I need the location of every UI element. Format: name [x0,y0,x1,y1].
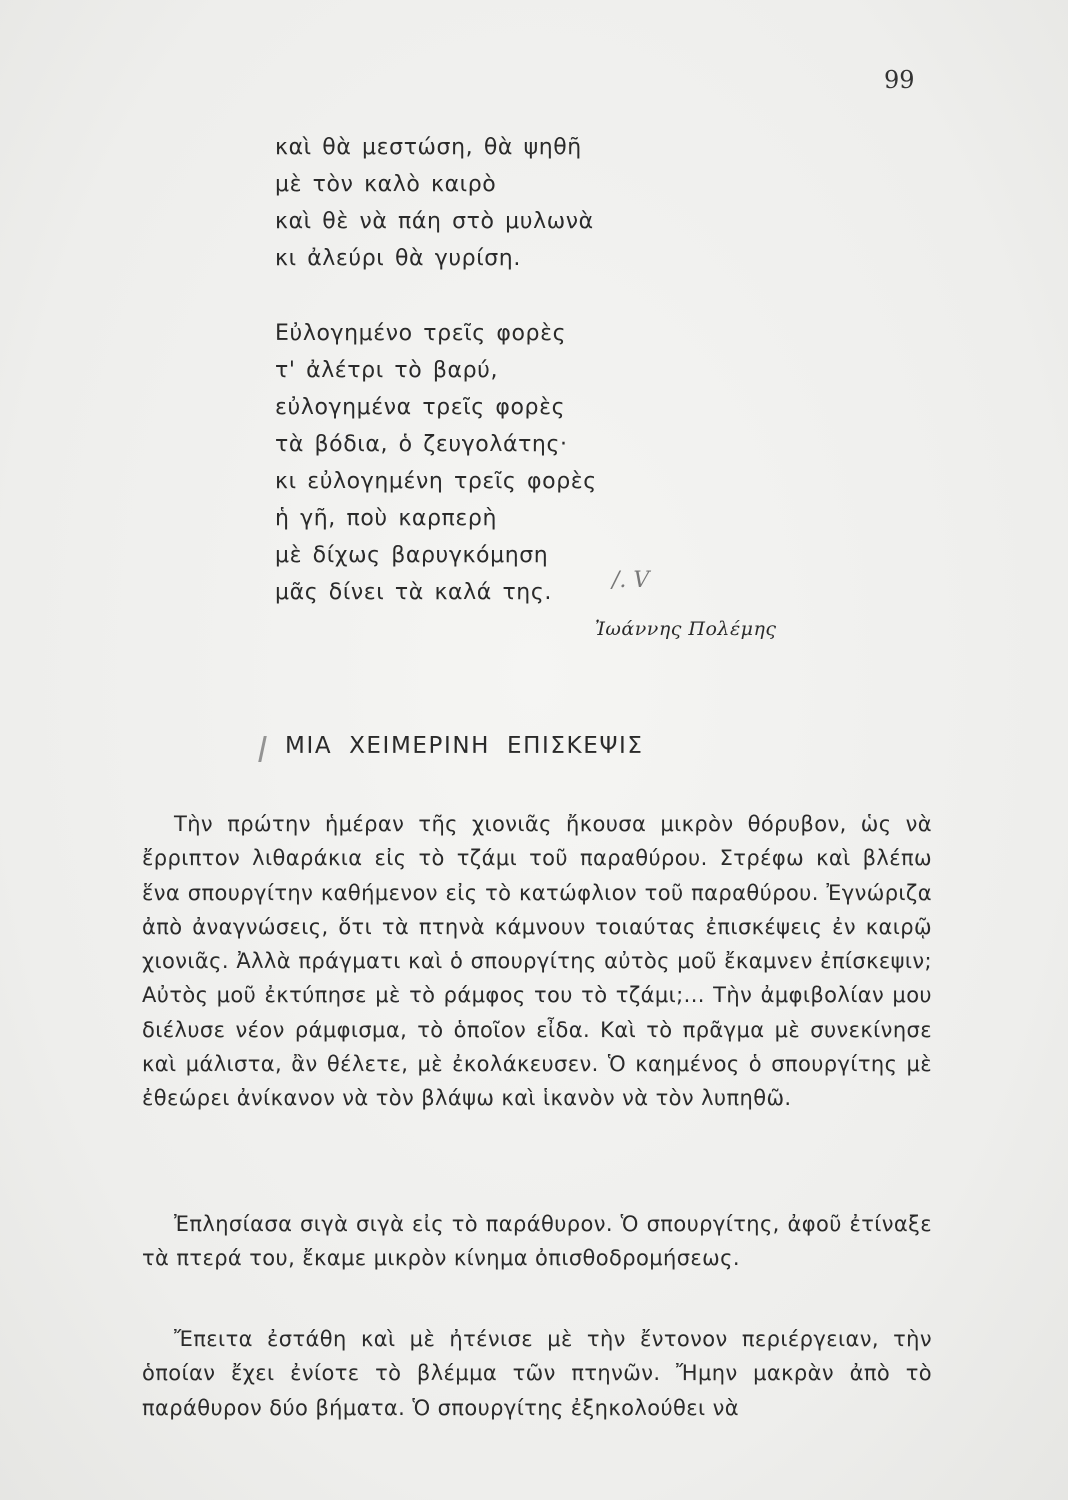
poem-line: Εὐλογημένο τρεῖς φορὲς [275,321,567,346]
page-number: 99 [884,66,915,94]
poem-stanza-1 [275,129,594,277]
poem-line: τ' ἀλέτρι τὸ βαρύ, [275,358,499,383]
poem-line: κι ἀλεύρι θὰ γυρίση. [275,246,521,271]
essay-paragraph: Ἐπλησίασα σιγὰ σιγὰ εἰς τὸ παράθυρον. Ὁ σπουργίτης, ἀφοῦ ἐτίναξε τὰ πτερά του, ἔκαμε μικρὸν κίνημα ὀπισθοδρομήσεως. [142,1212,932,1271]
essay-paragraph: Ἔπειτα ἐστάθη καὶ μὲ ἠτένισε μὲ τὴν ἔντονον περιέργειαν, τὴν ὁποίαν ἔχει ἐνίοτε τὸ βλέμμα τῶν πτηνῶν. Ἤμην μακρὰν ἀπὸ τὸ παράθυρον δύο βήματα. Ὁ σπουργίτης ἐξηκολούθει νὰ [142,1327,932,1420]
poem-line: μᾶς δίνει τὰ καλά της. [275,580,552,605]
poem-line: καὶ θὲ νὰ πάη στὸ μυλωνὰ [275,209,594,234]
poem-line: τὰ βόδια, ὁ ζευγολάτης· [275,432,568,457]
section-title: ΜΙΑ ΧΕΙΜΕΡΙΝΗ ΕΠΙΣΚΕΨΙΣ [285,733,644,759]
essay-paragraph: Τὴν πρώτην ἡμέραν τῆς χιονιᾶς ἤκουσα μικρὸν θόρυβον, ὡς νὰ ἔρριπτον λιθαράκια εἰς τὸ τζάμι τοῦ παραθύρου. Στρέφω καὶ βλέπω ἕνα σπουργίτην καθήμενον εἰς τὸ κατώφλιον τοῦ παραθύρου. Ἐγνώριζα ἀπὸ ἀναγνώσεις, ὅτι τὰ πτηνὰ κάμνουν τοιαύτας ἐπισκέψεις ἐν καιρῷ χιονιᾶς. Ἀλλὰ πράγματι καὶ ὁ σπουργίτης αὐτὸς μοῦ ἔκαμνεν ἐπίσκεψιν; Αὐτὸς μοῦ ἐκτύπησε μὲ τὸ ράμφος του τὸ τζάμι;... Τὴν ἀμφιβολίαν μου διέλυσε νέον ράμφισμα, τὸ ὁποῖον εἶδα. Καὶ τὸ πρᾶγμα μὲ συνεκίνησε καὶ μάλιστα, ἂν θέλετε, μὲ ἐκολάκευσεν. Ὁ καημένος ὁ σπουργίτης μὲ ἐθεώρει ἀνίκανον νὰ τὸν βλάψω καὶ ἱκανὸν νὰ τὸν λυπηθῶ. [142,812,932,1111]
poem-line: εὐλογημένα τρεῖς φορὲς [275,395,566,420]
poem-line: κι εὐλογημένη τρεῖς φορὲς [275,469,597,494]
poem-stanza-2 [275,315,597,611]
poem-line: καὶ θὰ μεστώση, θὰ ψηθῆ [275,135,582,160]
poem-author: Ἰωάννης Πολέμης [595,618,777,640]
poem-line: μὲ δίχως βαρυγκόμηση [275,543,549,568]
poem-line: μὲ τὸν καλὸ καιρὸ [275,172,497,197]
handwritten-margin-mark: /. V [612,568,650,593]
poem-line: ἡ γῆ, ποὺ καρπερὴ [275,506,497,531]
